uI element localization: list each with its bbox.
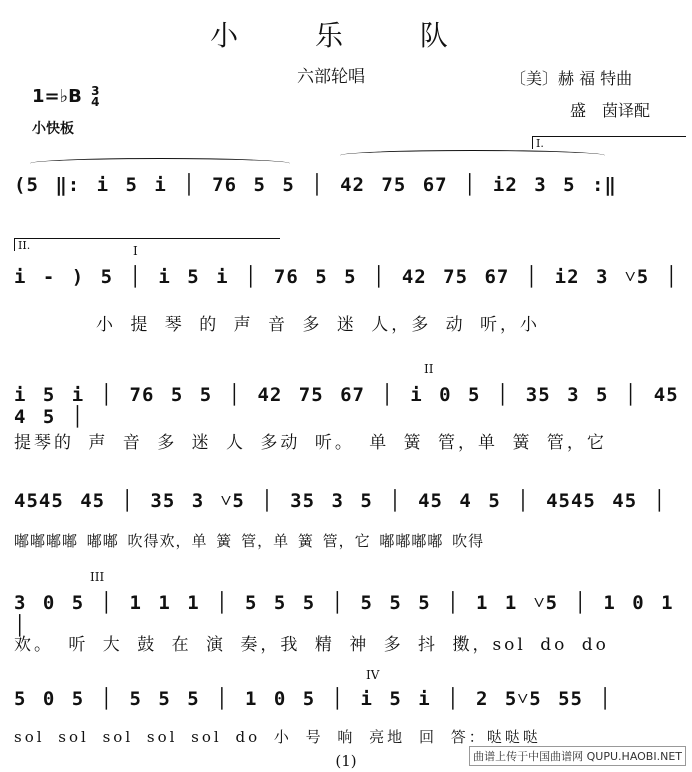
part-mark-1: I (133, 244, 138, 258)
time-top: 3 (91, 84, 100, 98)
score-row-3 (0, 384, 692, 453)
lyric-line: 提琴的 声 音 多 迷 人 多动 听。 单 簧 管，单 簧 管，它 (14, 433, 607, 453)
notation-line: 5 0 5 │ 5 5 5 │ 1 0 5 │ i 5 i │ 2 5˅5 55 │ (14, 688, 612, 710)
part-mark-2: II (424, 362, 434, 376)
composer-credit: 〔美〕赫 福 特曲 (510, 69, 633, 88)
notation-line: 4545 45 │ 35 3 ˅5 │ 35 3 5 │ 45 4 5 │ 4545 45 │ (14, 490, 667, 512)
notation-line: 3 0 5 │ 1 1 1 │ 5 5 5 │ 5 5 5 │ 1 1 ˅5 │ 1 0 1 │ (14, 592, 674, 637)
score-row-2 (0, 266, 692, 335)
lyric-line: sol sol sol sol sol do 小 号 响 亮地 回 答：哒哒哒 (14, 728, 541, 746)
notation-line: (5 ‖: i 5 i │ 76 5 5 │ 42 75 67 │ i2 3 5 :‖ (14, 174, 617, 196)
time-signature (91, 86, 99, 108)
score-row-6 (0, 688, 692, 748)
lyric-line: 小 提 琴 的 声 音 多 迷 人，多 动 听，小 (96, 315, 541, 335)
volta-1: I. (532, 136, 686, 149)
lyric-line: 嘟嘟嘟嘟 嘟嘟 吹得欢，单 簧 管，单 簧 管，它 嘟嘟嘟嘟 吹得 (14, 532, 485, 550)
key-signature (32, 86, 99, 108)
notation-line: i - ) 5 │ i 5 i │ 76 5 5 │ 42 75 67 │ i2 3 ˅5 │ (14, 266, 679, 288)
slur-arc (340, 150, 605, 161)
song-subtitle: 六部轮唱 (297, 67, 365, 87)
score-row-4 (0, 490, 692, 550)
tempo-marking: 小快板 (32, 121, 74, 137)
score-row-1 (0, 174, 692, 234)
slur-arc (30, 158, 290, 169)
volta-2: II. (14, 238, 280, 251)
lyric-line: 欢。 听 大 鼓 在 演 奏，我 精 神 多 抖 擞，sol do do (14, 635, 609, 655)
time-bottom: 4 (91, 95, 100, 109)
song-title: 小 乐 队 (210, 19, 482, 52)
part-mark-3: III (90, 570, 105, 584)
part-mark-4: IV (366, 668, 380, 682)
page-number: (1) (335, 752, 357, 770)
notation-line: i 5 i │ 76 5 5 │ 42 75 67 │ i 0 5 │ 35 3 5 │ 45 4 5 │ (14, 384, 679, 428)
score-row-5 (0, 592, 692, 655)
arranger-credit: 盛 茵译配 (570, 101, 651, 120)
key-text: 1=♭B (32, 86, 82, 107)
watermark-footer: 曲谱上传于中国曲谱网 QUPU.HAOBI.NET (469, 746, 686, 766)
